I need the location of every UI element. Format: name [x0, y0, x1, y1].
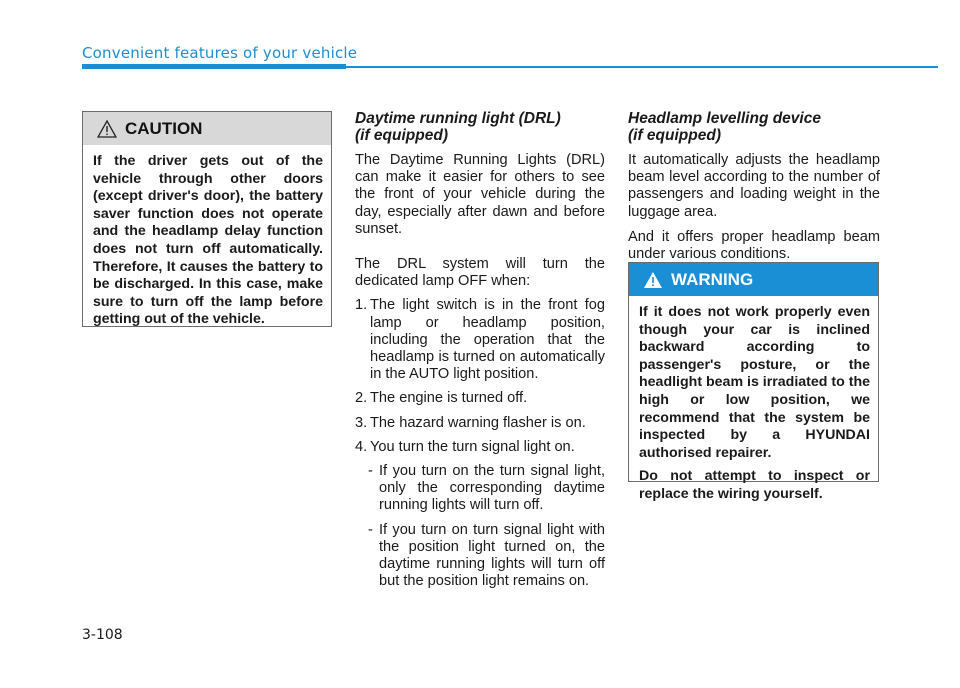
list-number: 3.	[355, 414, 368, 431]
drl-heading	[355, 110, 605, 144]
warning-triangle-icon	[643, 271, 663, 289]
levelling-section	[628, 110, 880, 263]
list-item	[355, 415, 605, 432]
list-text: The light switch is in the front fog lamp or headlamp position, including the operation that the headlamp is turned on automatically in the AUTO light position.	[370, 297, 605, 383]
list-number: 4.	[355, 438, 368, 455]
warning-body	[629, 296, 878, 518]
caution-box	[82, 111, 332, 327]
caution-body	[83, 145, 331, 343]
levelling-heading-line2: (if equipped)	[628, 127, 721, 144]
drl-section	[355, 110, 605, 590]
warning-paragraph-1: If it does not work properly even though your car is inclined backward according to passenger's posture, or the headlight beam is irradiated to the high or low position, we recommend that the system be inspected by a HYUNDAI authorised repairer.	[639, 304, 870, 461]
list-text: You turn the turn signal light on.	[370, 438, 575, 455]
list-number: 1.	[355, 297, 368, 314]
levelling-paragraph-2: And it offers proper headlamp beam under various conditions.	[628, 228, 880, 263]
warning-box	[628, 262, 879, 502]
warning-title: WARNING	[671, 269, 754, 289]
caution-header	[83, 112, 331, 145]
sub-list-dash: -	[368, 521, 373, 538]
sub-list-item	[355, 463, 605, 515]
list-text: The engine is turned off.	[370, 390, 528, 407]
list-item	[355, 297, 605, 383]
levelling-heading	[628, 110, 880, 144]
caution-triangle-icon	[97, 120, 117, 138]
sub-list-dash: -	[368, 463, 373, 480]
sub-list-item	[355, 522, 605, 591]
sub-list-text: If you turn on the turn signal light, only the corresponding daytime running lights will turn off.	[379, 463, 605, 514]
drl-heading-line1: Daytime running light (DRL)	[355, 110, 561, 127]
warning-paragraph-2: Do not attempt to inspect or replace the wiring yourself.	[639, 468, 870, 502]
caution-text: If the driver gets out of the vehicle through other doors (except driver's door), the battery saver function does not operate and the headlamp delay function does not turn off automatically. Therefore, It causes the battery to be discharged. In this case, make sure to turn off the lamp before getting out of the vehicle.	[93, 153, 323, 328]
header-accent-bar	[82, 64, 346, 69]
caution-title: CAUTION	[125, 118, 203, 138]
drl-lead: The DRL system will turn the dedicated lamp OFF when:	[355, 256, 605, 290]
drl-heading-line2: (if equipped)	[355, 127, 448, 144]
drl-intro: The Daytime Running Lights (DRL) can make it easier for others to see the front of your vehicle during the day, especially after dawn and before sunset.	[355, 152, 605, 237]
levelling-paragraph-1: It automatically adjusts the headlamp beam level according to the number of passengers and loading weight in the luggage area.	[628, 152, 880, 220]
list-text: The hazard warning flasher is on.	[370, 414, 586, 431]
sub-list-text: If you turn on turn signal light with the position light turned on, the daytime running lights will turn off but the position light remains on.	[379, 521, 605, 590]
list-number: 2.	[355, 390, 368, 407]
header-rule	[346, 66, 938, 68]
warning-header	[629, 263, 878, 296]
list-item	[355, 439, 605, 456]
section-header-title: Convenient features of your vehicle	[82, 44, 358, 62]
levelling-heading-line1: Headlamp levelling device	[628, 110, 821, 127]
list-item	[355, 390, 605, 407]
page-number: 3-108	[82, 627, 123, 643]
